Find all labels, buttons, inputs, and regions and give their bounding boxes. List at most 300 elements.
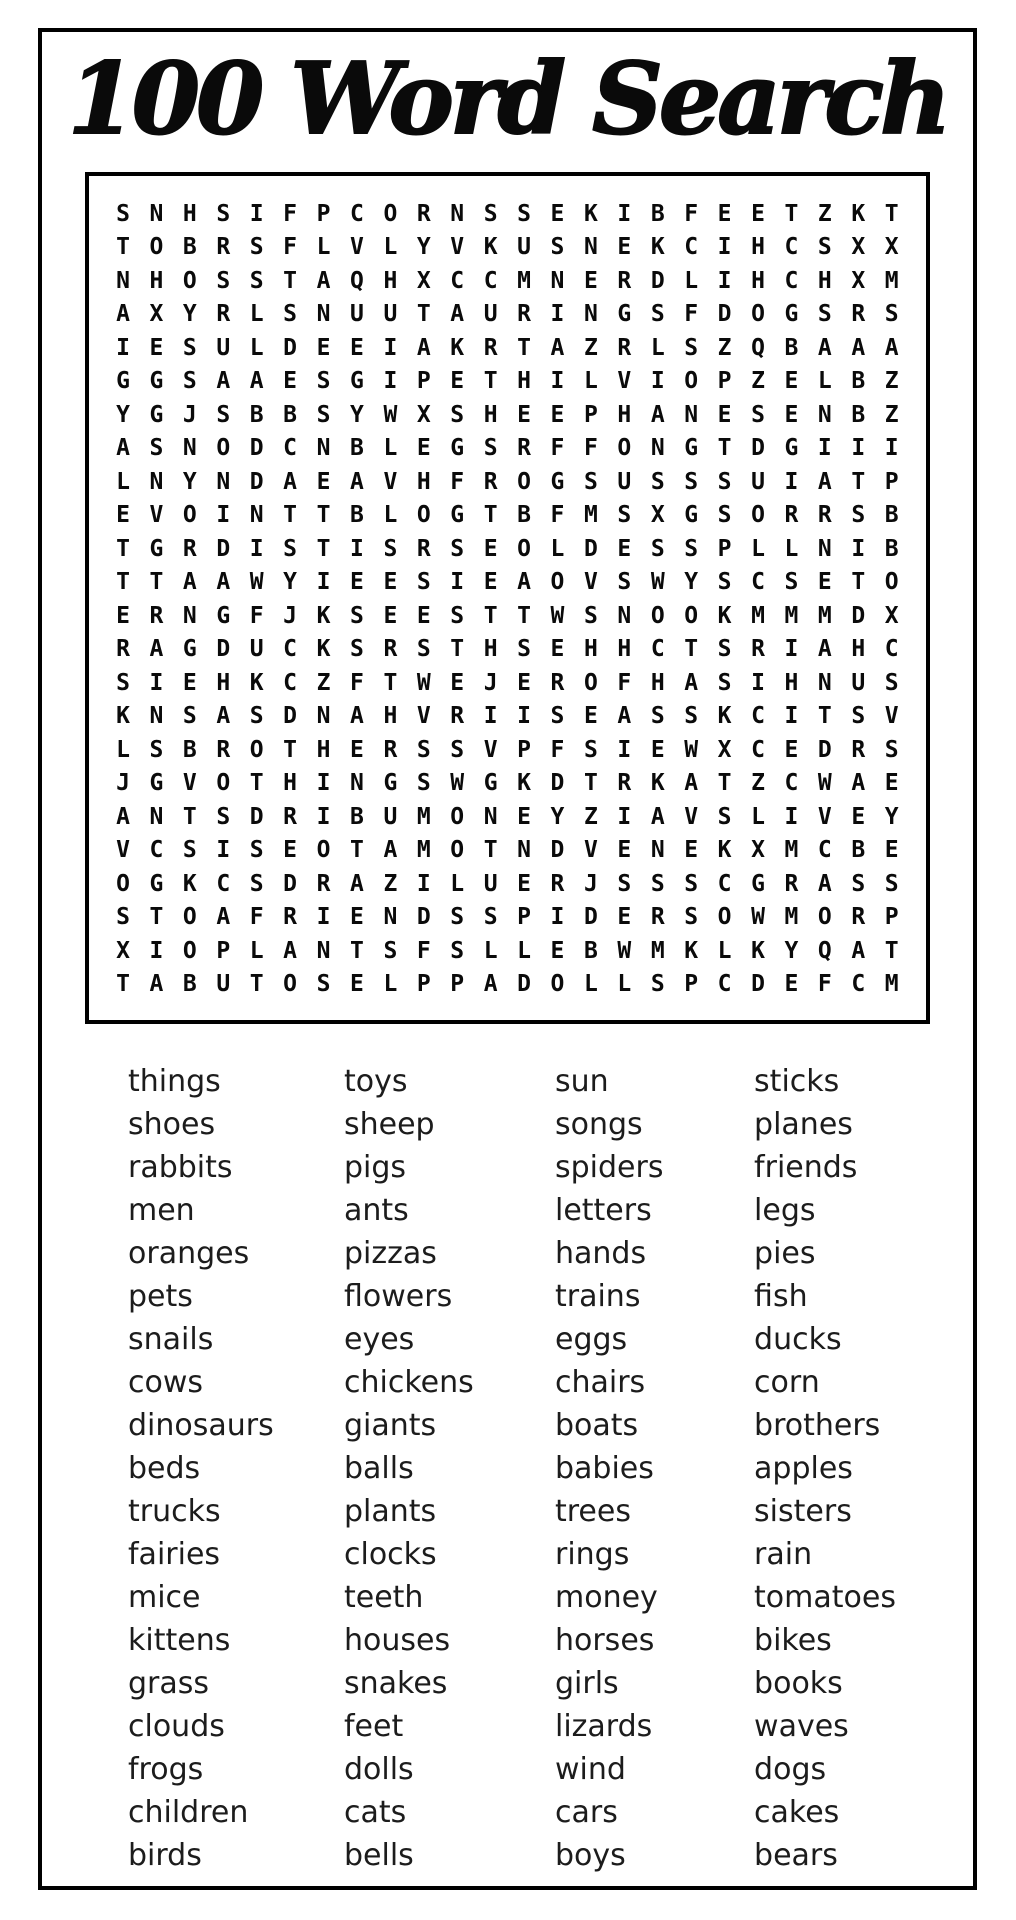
- grid-letter: L: [583, 368, 598, 395]
- grid-letter: V: [684, 803, 699, 830]
- grid-letter: I: [383, 368, 398, 395]
- grid-letter: S: [216, 267, 231, 294]
- grid-letter: S: [583, 602, 598, 629]
- grid-letter: H: [149, 267, 164, 294]
- grid-letter: X: [851, 267, 866, 294]
- grid-letter: G: [550, 468, 565, 495]
- grid-letter: E: [182, 669, 197, 696]
- word-item: chickens: [343, 1365, 474, 1400]
- word-item: men: [128, 1193, 195, 1228]
- grid-letter: C: [283, 435, 298, 462]
- grid-letter: F: [450, 468, 465, 495]
- grid-letter: O: [450, 803, 465, 830]
- word-item: boys: [554, 1838, 626, 1873]
- word-item: flowers: [343, 1279, 453, 1314]
- grid-letter: S: [116, 904, 130, 931]
- grid-letter: S: [550, 234, 565, 261]
- grid-letter: L: [684, 267, 699, 294]
- grid-letter: H: [751, 267, 765, 294]
- grid-letter: H: [650, 669, 665, 696]
- grid-letter: D: [817, 736, 832, 763]
- grid-row-14: [113, 633, 902, 667]
- grid-letter: K: [249, 669, 264, 696]
- word-item: snakes: [343, 1666, 448, 1701]
- word-item: lizards: [554, 1709, 653, 1744]
- grid-letter: G: [149, 535, 164, 562]
- grid-letter: U: [249, 636, 264, 663]
- word-list-column-4: [754, 1060, 973, 1877]
- grid-row-6: [113, 365, 902, 399]
- grid-row-12: [113, 566, 902, 600]
- grid-letter: S: [283, 535, 298, 562]
- word-item: dinosaurs: [128, 1408, 274, 1443]
- grid-letter: E: [550, 401, 565, 428]
- grid-letter: E: [550, 937, 565, 964]
- word-item: feet: [343, 1709, 404, 1744]
- grid-letter: C: [751, 736, 765, 763]
- grid-letter: A: [216, 569, 231, 596]
- grid-letter: B: [650, 200, 665, 227]
- grid-letter: V: [450, 234, 465, 261]
- grid-letter: D: [283, 870, 298, 897]
- grid-letter: R: [617, 267, 632, 294]
- grid-letter: U: [216, 971, 231, 998]
- grid-letter: K: [851, 200, 866, 227]
- grid-letter: I: [149, 937, 164, 964]
- grid-letter: S: [851, 870, 866, 897]
- grid-letter: R: [817, 502, 832, 529]
- grid-letter: B: [851, 368, 866, 395]
- grid-letter: E: [784, 736, 799, 763]
- grid-letter: Y: [350, 401, 364, 428]
- grid-letter: Q: [751, 334, 765, 361]
- grid-letter: N: [216, 468, 231, 495]
- grid-letter: Q: [817, 937, 832, 964]
- grid-letter: O: [216, 435, 231, 462]
- grid-letter: A: [149, 636, 164, 663]
- grid-letter: G: [450, 502, 465, 529]
- word-item: rain: [754, 1537, 813, 1572]
- grid-letter: L: [249, 937, 264, 964]
- grid-letter: R: [851, 301, 866, 328]
- grid-letter: V: [116, 837, 130, 864]
- grid-letter: G: [751, 870, 765, 897]
- grid-letter: E: [517, 669, 531, 696]
- word-item: brothers: [754, 1408, 881, 1443]
- grid-letter: I: [884, 435, 899, 462]
- grid-letter: T: [316, 502, 331, 529]
- grid-letter: S: [650, 971, 665, 998]
- grid-letter: C: [650, 636, 665, 663]
- grid-letter: N: [817, 535, 832, 562]
- word-item: shoes: [128, 1107, 216, 1142]
- grid-letter: R: [216, 234, 231, 261]
- grid-row-24: [113, 968, 902, 1002]
- word-item: cakes: [754, 1795, 840, 1830]
- grid-letter: B: [182, 234, 197, 261]
- grid-letter: T: [149, 904, 164, 931]
- grid-letter: J: [182, 401, 197, 428]
- grid-letter: E: [116, 502, 130, 529]
- grid-letter: A: [817, 870, 832, 897]
- grid-letter: B: [350, 435, 364, 462]
- grid-letter: I: [483, 703, 498, 730]
- grid-letter: O: [717, 904, 732, 931]
- grid-letter: N: [149, 703, 164, 730]
- grid-letter: A: [650, 401, 665, 428]
- grid-letter: L: [784, 535, 799, 562]
- grid-letter: W: [383, 401, 398, 428]
- grid-letter: A: [851, 937, 866, 964]
- grid-letter: E: [650, 736, 665, 763]
- grid-letter: N: [350, 770, 364, 797]
- grid-letter: S: [884, 301, 899, 328]
- grid-letter: B: [350, 502, 364, 529]
- grid-letter: M: [517, 267, 531, 294]
- grid-letter: Y: [182, 468, 197, 495]
- grid-letter: Z: [316, 669, 331, 696]
- word-item: bikes: [754, 1623, 832, 1658]
- grid-letter: I: [617, 736, 632, 763]
- grid-letter: D: [283, 703, 298, 730]
- grid-letter: W: [751, 904, 765, 931]
- grid-letter: U: [383, 301, 398, 328]
- grid-letter: R: [416, 200, 431, 227]
- grid-letter: W: [817, 770, 832, 797]
- grid-row-13: [113, 599, 902, 633]
- grid-letter: V: [617, 368, 632, 395]
- grid-letter: O: [684, 368, 699, 395]
- grid-letter: C: [149, 837, 164, 864]
- grid-letter: V: [583, 837, 598, 864]
- grid-letter: L: [383, 502, 398, 529]
- grid-letter: I: [784, 468, 799, 495]
- grid-letter: U: [517, 234, 531, 261]
- grid-letter: A: [817, 636, 832, 663]
- grid-letter: I: [316, 569, 331, 596]
- grid-letter: S: [450, 535, 465, 562]
- grid-letter: N: [450, 200, 465, 227]
- grid-letter: C: [717, 870, 732, 897]
- grid-letter: U: [216, 334, 231, 361]
- grid-letter: E: [717, 200, 732, 227]
- grid-letter: G: [450, 435, 465, 462]
- word-item: apples: [754, 1451, 853, 1486]
- grid-letter: O: [182, 937, 197, 964]
- grid-letter: W: [450, 770, 465, 797]
- grid-letter: G: [149, 870, 164, 897]
- word-item: bells: [343, 1838, 414, 1873]
- grid-letter: N: [249, 502, 264, 529]
- grid-letter: P: [583, 401, 598, 428]
- grid-letter: S: [316, 368, 331, 395]
- grid-letter: A: [684, 770, 699, 797]
- grid-letter: S: [717, 803, 732, 830]
- grid-letter: C: [216, 870, 231, 897]
- grid-letter: N: [383, 904, 398, 931]
- grid-letter: H: [851, 636, 866, 663]
- grid-letter: S: [550, 703, 565, 730]
- grid-letter: K: [583, 200, 598, 227]
- word-item: birds: [128, 1838, 202, 1873]
- grid-letter: B: [517, 502, 531, 529]
- grid-letter: E: [817, 569, 832, 596]
- grid-row-2: [113, 231, 902, 265]
- grid-letter: S: [684, 334, 699, 361]
- grid-letter: R: [383, 636, 398, 663]
- grid-letter: H: [617, 636, 632, 663]
- grid-letter: D: [851, 602, 866, 629]
- word-search-grid: [85, 172, 930, 1024]
- word-item: mice: [128, 1580, 201, 1615]
- grid-letter: V: [182, 770, 197, 797]
- grid-letter: T: [350, 937, 364, 964]
- grid-letter: I: [817, 435, 832, 462]
- grid-letter: P: [884, 468, 899, 495]
- grid-letter: A: [283, 937, 298, 964]
- word-item: babies: [554, 1451, 654, 1486]
- grid-letter: I: [717, 267, 732, 294]
- grid-letter: Q: [350, 267, 364, 294]
- grid-letter: A: [650, 803, 665, 830]
- grid-letter: D: [717, 301, 732, 328]
- grid-letter: U: [383, 803, 398, 830]
- grid-letter: B: [249, 401, 264, 428]
- word-item: giants: [343, 1408, 437, 1443]
- grid-letter: P: [450, 971, 465, 998]
- grid-letter: S: [817, 234, 832, 261]
- grid-letter: S: [216, 803, 231, 830]
- word-item: children: [128, 1795, 249, 1830]
- grid-letter: E: [617, 904, 632, 931]
- grid-letter: V: [884, 703, 899, 730]
- grid-letter: S: [684, 468, 699, 495]
- grid-letter: M: [583, 502, 598, 529]
- grid-letter: K: [751, 937, 765, 964]
- grid-letter: S: [149, 736, 164, 763]
- grid-letter: N: [650, 435, 665, 462]
- grid-letter: A: [316, 267, 331, 294]
- grid-letter: C: [784, 770, 799, 797]
- grid-letter: K: [717, 837, 732, 864]
- grid-letter: S: [216, 401, 231, 428]
- grid-letter: F: [550, 502, 565, 529]
- grid-letter: G: [216, 602, 231, 629]
- grid-letter: S: [483, 435, 498, 462]
- grid-letter: S: [684, 535, 699, 562]
- grid-letter: N: [817, 669, 832, 696]
- grid-letter: D: [249, 803, 264, 830]
- grid-letter: C: [817, 837, 832, 864]
- grid-letter: O: [182, 502, 197, 529]
- grid-letter: G: [182, 636, 197, 663]
- grid-letter: I: [784, 636, 799, 663]
- grid-letter: N: [684, 401, 699, 428]
- grid-letter: I: [751, 669, 765, 696]
- grid-letter: P: [717, 535, 732, 562]
- grid-letter: R: [149, 602, 164, 629]
- grid-letter: S: [884, 669, 899, 696]
- grid-letter: O: [149, 234, 164, 261]
- grid-letter: R: [283, 803, 298, 830]
- grid-letter: S: [416, 636, 431, 663]
- grid-letter: S: [416, 569, 431, 596]
- grid-letter: C: [851, 971, 866, 998]
- grid-letter: T: [583, 770, 598, 797]
- grid-letter: C: [283, 669, 298, 696]
- grid-letter: E: [517, 870, 531, 897]
- grid-letter: L: [116, 736, 130, 763]
- grid-letter: M: [884, 267, 899, 294]
- grid-letter: J: [483, 669, 498, 696]
- grid-letter: S: [383, 535, 398, 562]
- grid-letter: T: [149, 569, 164, 596]
- grid-letter: K: [684, 937, 699, 964]
- grid-letter: E: [583, 267, 598, 294]
- grid-letter: E: [583, 703, 598, 730]
- grid-letter: C: [350, 200, 364, 227]
- grid-letter: C: [483, 267, 498, 294]
- word-item: horses: [554, 1623, 655, 1658]
- grid-letter: T: [283, 502, 298, 529]
- grid-letter: L: [116, 468, 130, 495]
- grid-letter: O: [450, 837, 465, 864]
- grid-letter: S: [182, 837, 197, 864]
- grid-letter: S: [617, 870, 632, 897]
- grid-letter: C: [684, 234, 699, 261]
- grid-letter: I: [650, 368, 665, 395]
- grid-letter: N: [149, 200, 164, 227]
- grid-letter: B: [182, 971, 197, 998]
- grid-letter: N: [182, 602, 197, 629]
- grid-letter: S: [483, 904, 498, 931]
- grid-letter: Z: [751, 368, 765, 395]
- grid-row-3: [113, 264, 902, 298]
- grid-letter: E: [851, 803, 866, 830]
- grid-letter: E: [784, 401, 799, 428]
- grid-letter: S: [817, 301, 832, 328]
- grid-letter: A: [149, 971, 164, 998]
- grid-letter: E: [550, 200, 565, 227]
- grid-letter: I: [416, 870, 431, 897]
- grid-letter: X: [851, 234, 866, 261]
- grid-letter: A: [182, 569, 197, 596]
- grid-letter: S: [751, 401, 765, 428]
- grid-letter: T: [684, 636, 699, 663]
- grid-letter: J: [283, 602, 298, 629]
- grid-letter: R: [483, 334, 498, 361]
- grid-letter: S: [517, 200, 531, 227]
- grid-letter: D: [550, 770, 565, 797]
- word-item: dolls: [343, 1752, 414, 1787]
- grid-letter: H: [583, 636, 598, 663]
- grid-letter: B: [182, 736, 197, 763]
- grid-letter: S: [182, 368, 197, 395]
- grid-letter: I: [316, 803, 331, 830]
- grid-letter: K: [650, 234, 665, 261]
- grid-letter: R: [617, 334, 632, 361]
- word-item: houses: [343, 1623, 451, 1658]
- grid-letter: P: [517, 904, 531, 931]
- grid-letter: M: [817, 602, 832, 629]
- grid-letter: L: [316, 234, 331, 261]
- word-item: balls: [343, 1451, 414, 1486]
- grid-letter: S: [450, 401, 465, 428]
- word-item: sisters: [754, 1494, 852, 1529]
- grid-letter: X: [116, 937, 130, 964]
- grid-letter: I: [216, 502, 231, 529]
- grid-letter: L: [550, 535, 565, 562]
- word-item: money: [554, 1580, 658, 1615]
- grid-letter: S: [717, 669, 732, 696]
- word-item: kittens: [128, 1623, 231, 1658]
- grid-letter: A: [817, 334, 832, 361]
- grid-letter: P: [416, 971, 431, 998]
- grid-row-18: [113, 767, 902, 801]
- grid-letter: I: [717, 234, 732, 261]
- grid-letter: Z: [751, 770, 765, 797]
- grid-letter: S: [717, 636, 732, 663]
- word-item: clouds: [128, 1709, 225, 1744]
- grid-letter: A: [684, 669, 699, 696]
- grid-letter: Z: [583, 334, 598, 361]
- grid-letter: S: [316, 401, 331, 428]
- grid-letter: H: [383, 267, 398, 294]
- grid-letter: X: [149, 301, 164, 328]
- grid-letter: E: [617, 837, 632, 864]
- grid-letter: E: [350, 904, 364, 931]
- grid-letter: E: [416, 602, 431, 629]
- grid-letter: B: [283, 401, 298, 428]
- grid-letter: E: [149, 334, 164, 361]
- grid-letter: N: [483, 803, 498, 830]
- word-item: spiders: [554, 1150, 664, 1185]
- grid-letter: L: [751, 803, 765, 830]
- word-item: ducks: [754, 1322, 842, 1357]
- word-item: songs: [554, 1107, 643, 1142]
- grid-row-19: [113, 800, 902, 834]
- page-border-frame: [38, 28, 977, 1890]
- grid-letter: Z: [383, 870, 398, 897]
- grid-letter: H: [483, 401, 498, 428]
- grid-letter: G: [149, 770, 164, 797]
- grid-letter: I: [316, 904, 331, 931]
- grid-letter: E: [517, 803, 531, 830]
- word-item: hands: [554, 1236, 647, 1271]
- grid-letter: C: [751, 569, 765, 596]
- grid-letter: I: [550, 904, 565, 931]
- grid-row-16: [113, 700, 902, 734]
- grid-letter: I: [116, 334, 130, 361]
- grid-letter: H: [216, 669, 231, 696]
- grid-letter: R: [650, 904, 665, 931]
- grid-letter: D: [249, 435, 264, 462]
- grid-letter: G: [784, 301, 799, 328]
- grid-letter: I: [450, 569, 465, 596]
- grid-letter: T: [483, 602, 498, 629]
- word-item: pets: [128, 1279, 193, 1314]
- grid-letter: S: [617, 569, 632, 596]
- grid-letter: I: [617, 803, 632, 830]
- grid-letter: I: [149, 669, 164, 696]
- grid-letter: R: [517, 301, 531, 328]
- word-item: sheep: [343, 1107, 435, 1142]
- word-item: fish: [754, 1279, 808, 1314]
- grid-letter: A: [450, 301, 465, 328]
- grid-letter: I: [851, 535, 866, 562]
- grid-letter: R: [182, 535, 197, 562]
- word-item: eggs: [554, 1322, 628, 1357]
